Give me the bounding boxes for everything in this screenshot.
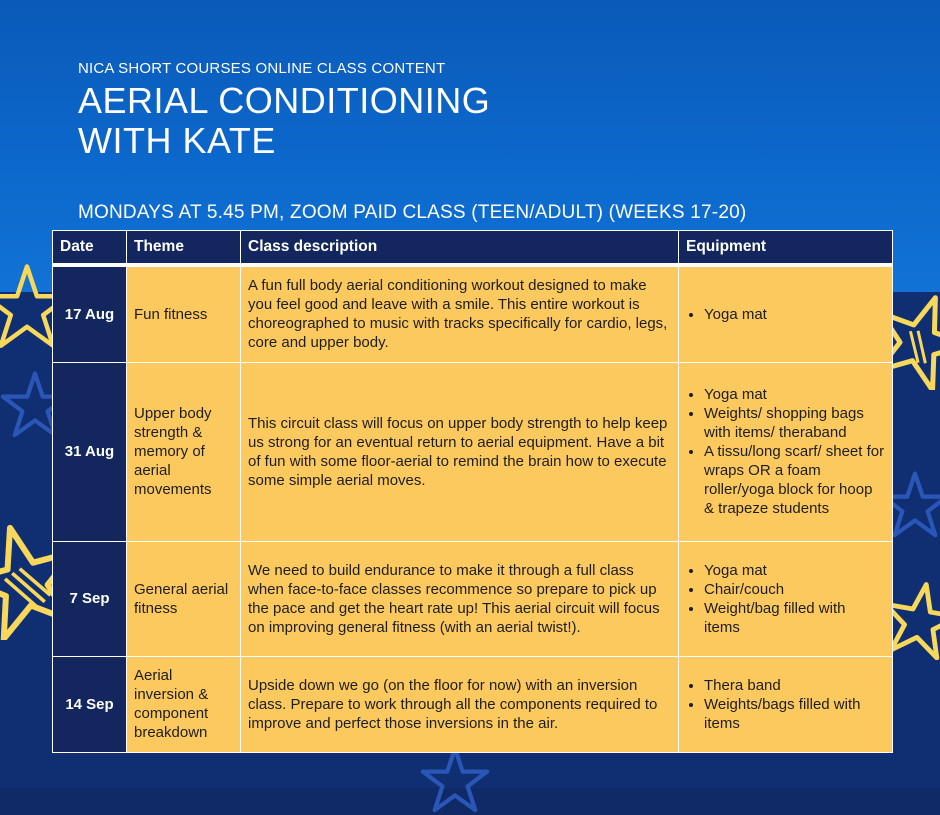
equipment-item: • Weights/ shopping bags with items/ theraband [704,404,885,442]
description-cell: A fun full body aerial conditioning workout designed to make you feel good and leave with a smile. This entire workout is choreographed to music with tracks specifically for cardio, legs, core and upper body. [241,265,679,362]
class-content-table [52,230,893,753]
table-row [53,265,893,362]
description-cell: Upside down we go (on the floor for now) with an inversion class. Prepare to work through all the components required to improve and perfect those inversions in the air. [241,656,679,752]
column-header: Class description [241,231,679,266]
equipment-item: • Yoga mat [704,561,885,580]
equipment-cell [679,541,893,656]
date-cell: 7 Sep [53,541,127,656]
equipment-list [686,561,885,637]
equipment-item: • Yoga mat [704,385,885,404]
date-cell: 14 Sep [53,656,127,752]
theme-cell: General aerial fitness [127,541,241,656]
equipment-cell [679,265,893,362]
table-row [53,656,893,752]
equipment-list [686,385,885,518]
page-title [78,81,490,161]
theme-cell: Fun fitness [127,265,241,362]
equipment-item: • Weight/bag filled with items [704,599,885,637]
star-decoration-icon [420,745,490,815]
equipment-list [686,676,885,733]
equipment-item: • Yoga mat [704,305,885,324]
class-schedule: MONDAYS AT 5.45 PM, ZOOM PAID CLASS (TEEN/ADULT) (WEEKS 17-20) [78,202,747,223]
description-cell: This circuit class will focus on upper body strength to help keep us strong for an eventual return to aerial equipment. Have a bit of fun with some floor-aerial to remind the brain how to execute some simple aerial moves. [241,362,679,541]
header [78,60,490,161]
table-row [53,541,893,656]
page-subtitle: NICA SHORT COURSES ONLINE CLASS CONTENT [78,60,446,77]
equipment-item: • Weights/bags filled with items [704,695,885,733]
column-header: Theme [127,231,241,266]
column-header: Equipment [679,231,893,266]
equipment-item: • Thera band [704,676,885,695]
equipment-cell [679,362,893,541]
date-cell: 17 Aug [53,265,127,362]
equipment-item: • Chair/couch [704,580,885,599]
page-title-line2: WITH KATE [78,120,276,161]
description-cell: We need to build endurance to make it through a full class when face-to-face classes recommence so prepare to pick up the pace and get the heart rate up! This aerial circuit will focus on improving general fitness (with an aerial twist!). [241,541,679,656]
equipment-list [686,305,885,324]
table-header-row [53,231,893,266]
theme-cell: Aerial inversion & component breakdown [127,656,241,752]
equipment-cell [679,656,893,752]
table-row [53,362,893,541]
theme-cell: Upper body strength & memory of aerial movements [127,362,241,541]
date-cell: 31 Aug [53,362,127,541]
equipment-item: • A tissu/long scarf/ sheet for wraps OR a foam roller/yoga block for hoop & trapeze students [704,442,885,518]
page-title-line1: AERIAL CONDITIONING [78,80,491,121]
column-header: Date [53,231,127,266]
